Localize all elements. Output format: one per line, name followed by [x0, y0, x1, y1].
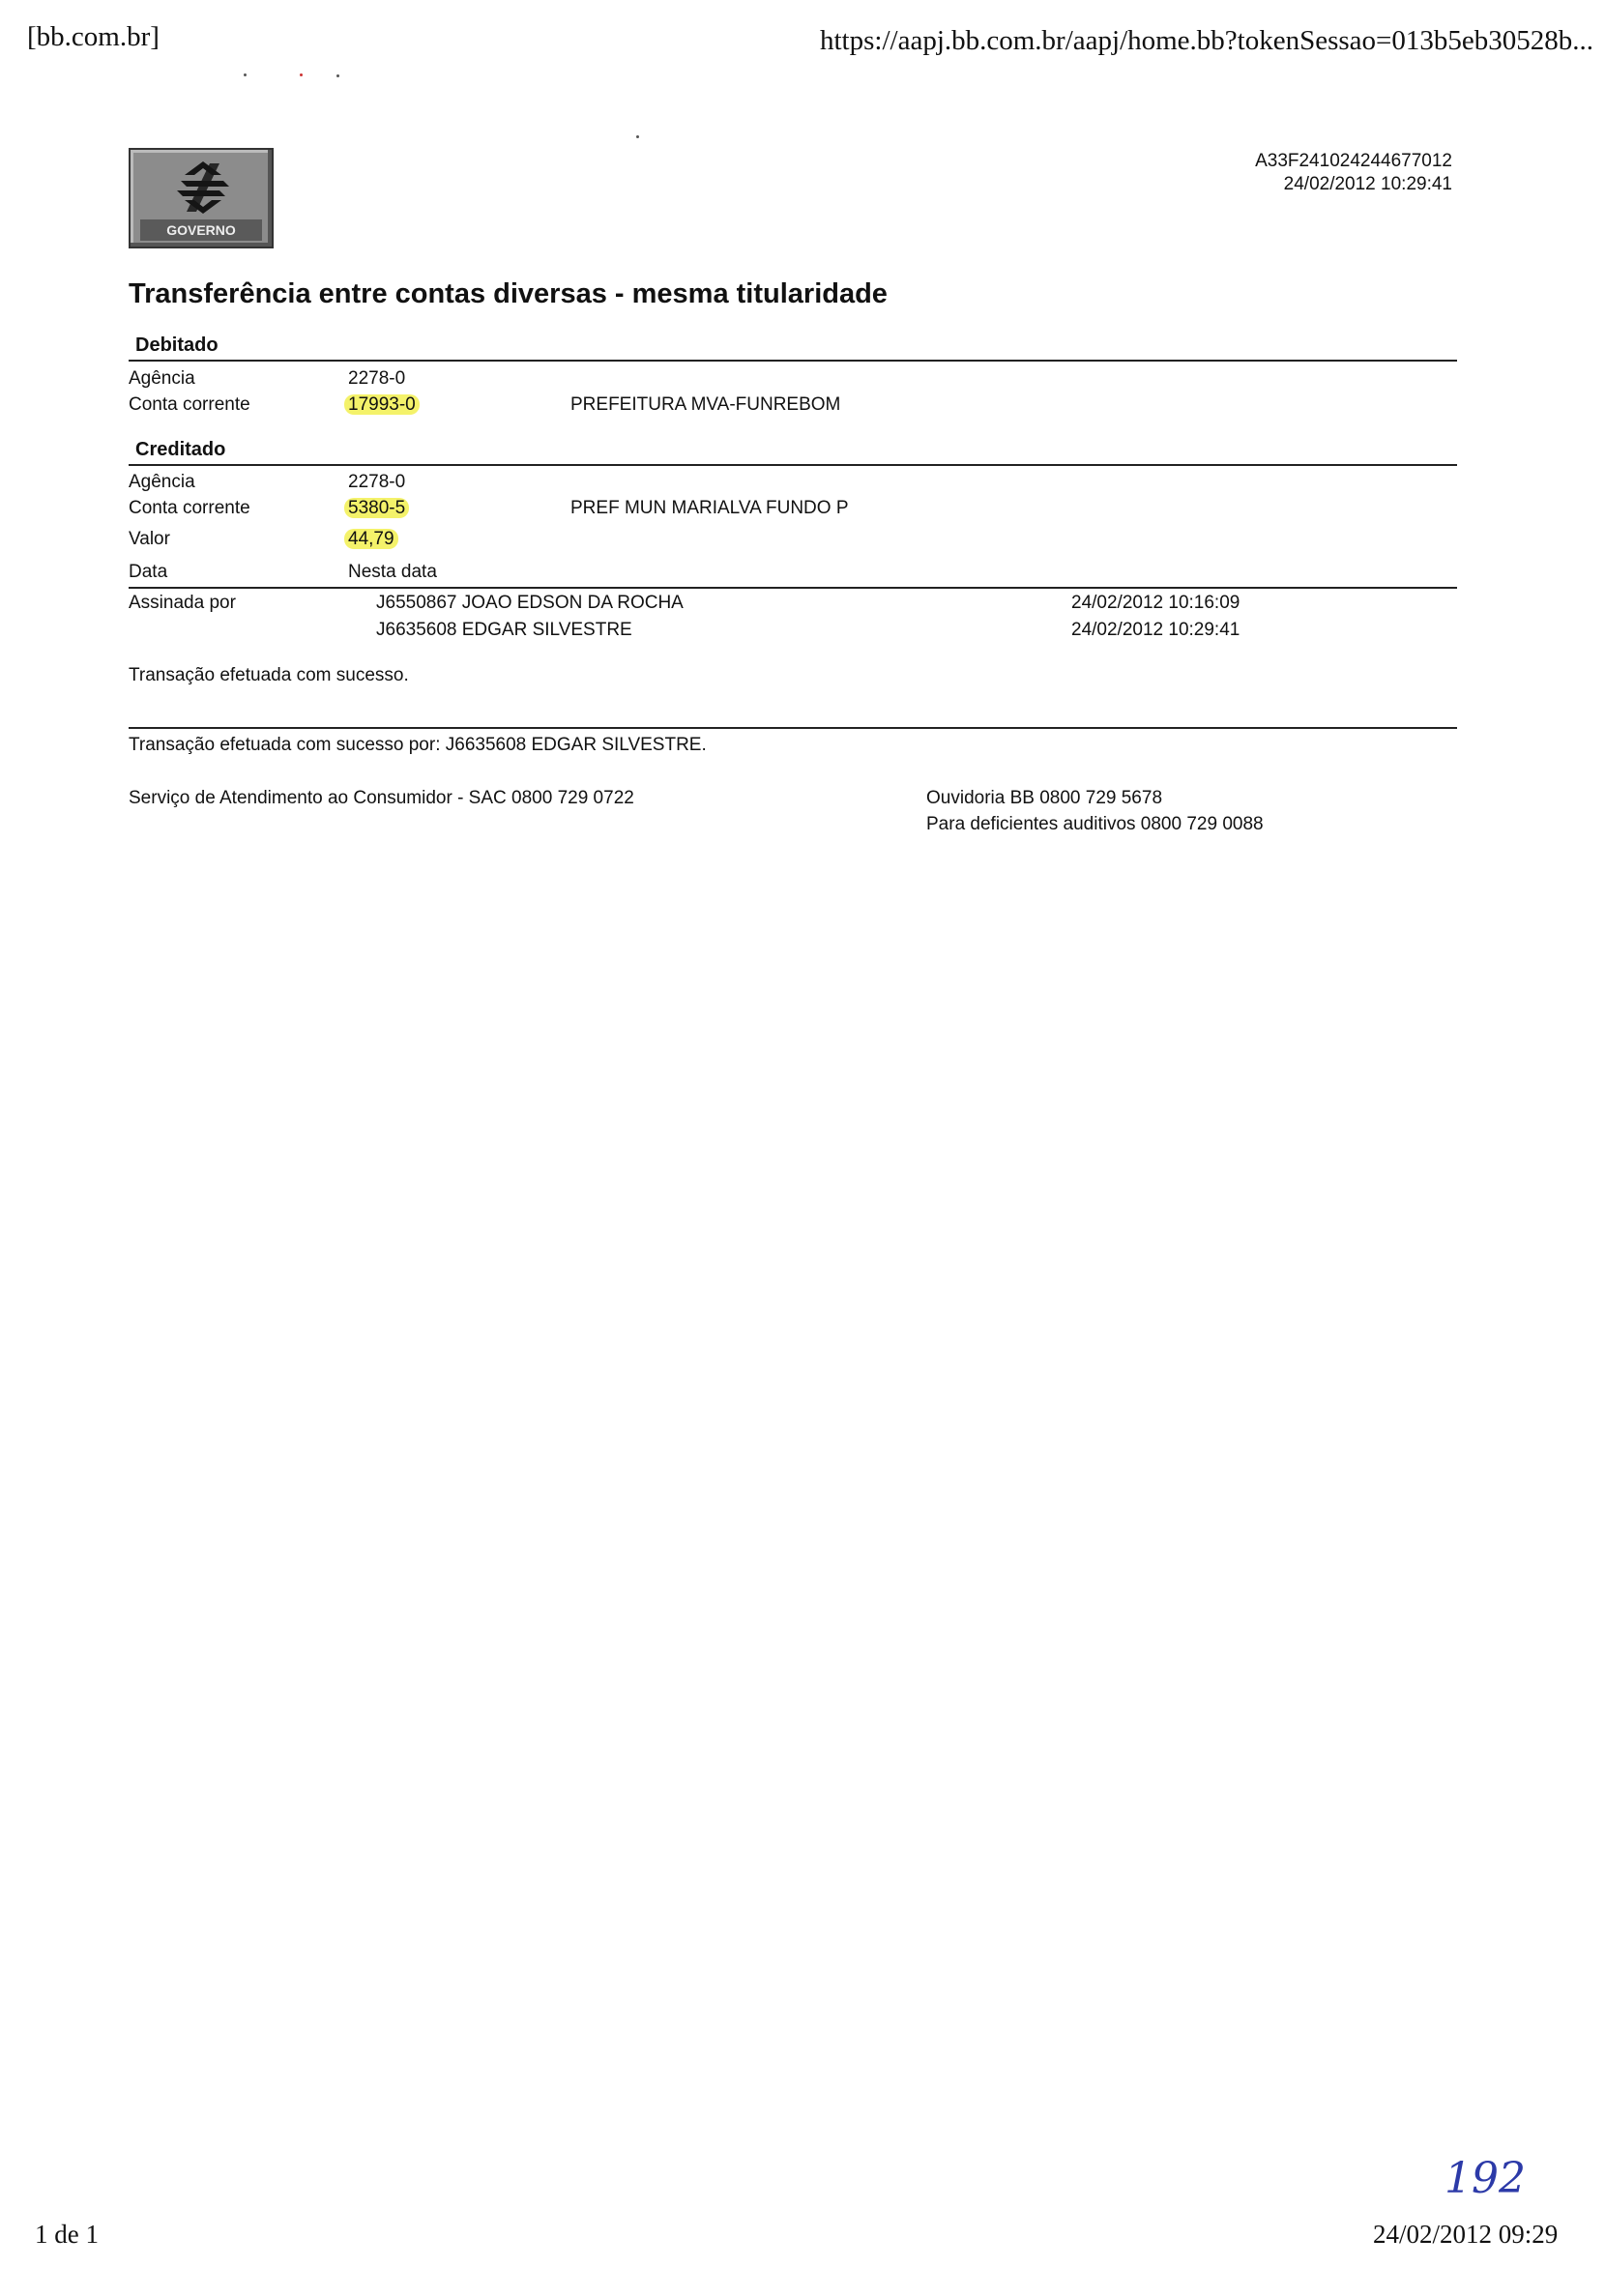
debit-agencia-label: Agência	[129, 368, 195, 389]
print-footer-page: 1 de 1	[35, 2220, 99, 2249]
credit-titular: PREF MUN MARIALVA FUNDO P	[570, 498, 849, 518]
document-id: A33F241024244677012	[1255, 151, 1452, 171]
sac-contact: Serviço de Atendimento ao Consumidor - SAC 0800 729 0722	[129, 788, 634, 808]
debit-titular: PREFEITURA MVA-FUNREBOM	[570, 394, 841, 415]
scan-speck	[244, 73, 247, 76]
credit-conta-wrap	[348, 498, 409, 519]
signer-1-datetime: 24/02/2012 10:16:09	[1071, 593, 1240, 613]
section-creditado-heading: Creditado	[135, 439, 226, 460]
page-title: Transferência entre contas diversas - mesma titularidade	[129, 278, 888, 309]
banco-do-brasil-logo-icon	[173, 158, 233, 216]
document-code	[1255, 150, 1452, 196]
print-header-url: https://aapj.bb.com.br/aapj/home.bb?tokenSessao=013b5eb30528b...	[820, 25, 1594, 56]
credit-agencia-label: Agência	[129, 472, 195, 492]
print-footer-date: 24/02/2012 09:29	[1373, 2220, 1559, 2249]
signer-2: J6635608 EDGAR SILVESTRE	[376, 620, 632, 640]
print-header-site: [bb.com.br]	[27, 21, 160, 52]
debit-agencia-value: 2278-0	[348, 368, 406, 389]
divider	[129, 587, 1457, 589]
section-debitado-heading: Debitado	[135, 334, 219, 356]
data-value: Nesta data	[348, 562, 437, 582]
debit-conta-wrap	[348, 394, 420, 416]
credit-conta-value: 5380-5	[344, 498, 409, 518]
deficientes-contact: Para deficientes auditivos 0800 729 0088	[926, 814, 1264, 834]
scan-speck	[336, 74, 339, 77]
handwritten-page-number: 192	[1444, 2154, 1526, 2203]
scan-speck	[636, 135, 639, 138]
scan-speck	[300, 73, 303, 76]
divider	[129, 360, 1457, 362]
valor-label: Valor	[129, 529, 170, 549]
divider	[129, 464, 1457, 466]
valor-value: 44,79	[344, 529, 398, 549]
status-message: Transação efetuada com sucesso.	[129, 665, 409, 685]
signer-1: J6550867 JOAO EDSON DA ROCHA	[376, 593, 684, 613]
document-datetime: 24/02/2012 10:29:41	[1283, 174, 1452, 194]
status-by-message: Transação efetuada com sucesso por: J6635608 EDGAR SILVESTRE.	[129, 735, 707, 755]
logo-caption: GOVERNO	[140, 219, 262, 241]
ouvidoria-contact: Ouvidoria BB 0800 729 5678	[926, 788, 1163, 808]
credit-agencia-value: 2278-0	[348, 472, 406, 492]
credit-conta-label: Conta corrente	[129, 498, 250, 518]
debit-conta-value: 17993-0	[344, 394, 420, 415]
debit-conta-label: Conta corrente	[129, 394, 250, 415]
valor-wrap	[348, 529, 398, 550]
divider	[129, 727, 1457, 729]
bank-logo	[129, 148, 274, 248]
signer-2-datetime: 24/02/2012 10:29:41	[1071, 620, 1240, 640]
assinada-por-label: Assinada por	[129, 593, 236, 613]
data-label: Data	[129, 562, 168, 582]
